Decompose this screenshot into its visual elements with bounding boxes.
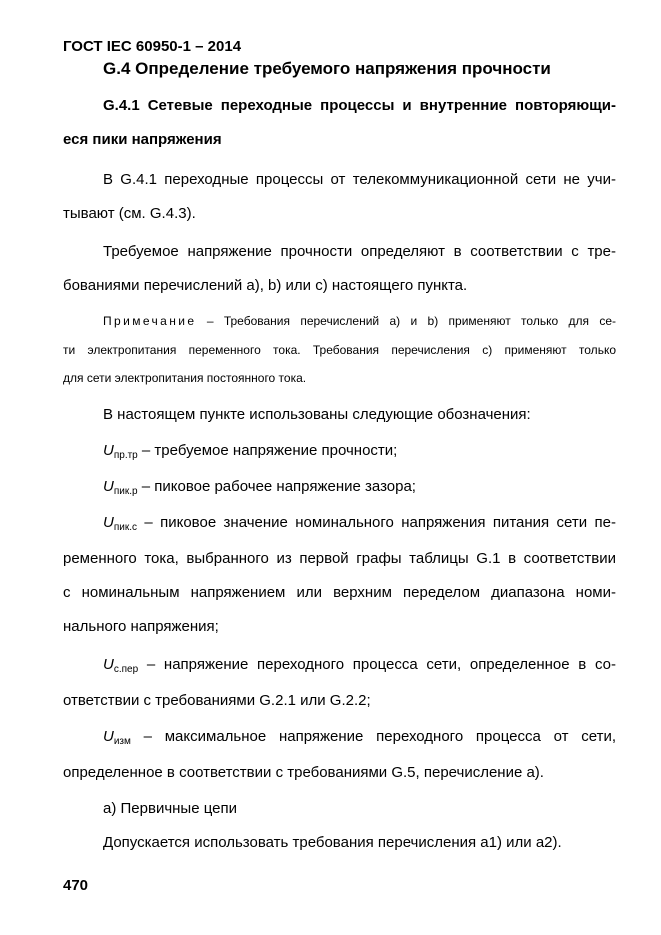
note-block [63, 307, 616, 393]
definition-4-line-2: ответствии с требованиями G.2.1 или G.2.2; [63, 692, 371, 709]
symbol-subscript: пик.р [113, 486, 138, 497]
definition-1-text: – требуемое напряжение прочности; [137, 442, 398, 459]
definition-2 [63, 470, 616, 506]
definition-5-text: – максимальное напряжение переходного процесса от сети, [130, 728, 616, 745]
section-title: G.4 Определение требуемого напряжения прочности [103, 59, 551, 78]
symbol-u: U [103, 656, 114, 673]
symbol-u: U [103, 514, 114, 531]
definition-3-line-2: ременного тока, выбранного из первой графы таблицы G.1 в соответствии [63, 550, 616, 567]
subsection-title-line-2: еся пики напряжения [63, 131, 222, 148]
item-a [63, 792, 616, 860]
symbol-subscript: пик.с [113, 522, 137, 533]
item-a-title: а) Первичные цепи [103, 800, 237, 817]
note-label: Примечание [103, 314, 197, 328]
note-line-1-text: – Требования перечислений а) и b) применяют только для се- [196, 314, 616, 328]
definition-5-line-1 [63, 720, 616, 756]
symbol-u: U [103, 728, 114, 745]
definition-3-line-4: нального напряжения; [63, 618, 219, 635]
symbol-u: U [103, 442, 114, 459]
symbol-u: U [103, 478, 114, 495]
definition-5 [63, 720, 616, 790]
note-line-2: ти электропитания переменного тока. Требования перечисления с) применяют только [63, 342, 616, 357]
paragraph-1-line-2: тывают (см. G.4.3). [63, 205, 196, 222]
definition-4-text: – напряжение переходного процесса сети, определенное в со- [138, 656, 616, 673]
paragraph-3-line: В настоящем пункте использованы следующие обозначения: [103, 406, 531, 423]
paragraph-2-line-2: бованиями перечислений а), b) или с) настоящего пункта. [63, 277, 468, 294]
symbol-subscript: с.пер [113, 664, 139, 675]
definition-3-line-1 [63, 506, 616, 542]
standard-header: ГОСТ IEC 60950-1 – 2014 [63, 38, 242, 55]
subsection-title-line-1: G.4.1 Сетевые переходные процессы и внутренние повторяющи- [103, 97, 616, 114]
paragraph-2-line-1: Требуемое напряжение прочности определяют в соответствии с тре- [103, 243, 616, 260]
paragraph-2 [63, 235, 616, 303]
item-a-text: Допускается использовать требования перечисления а1) или а2). [103, 834, 562, 851]
symbol-subscript: пр.тр [113, 450, 138, 461]
definition-4 [63, 648, 616, 718]
note-line-1 [63, 307, 616, 336]
note-line-3: для сети электропитания постоянного тока. [63, 371, 307, 385]
definition-5-line-2: определенное в соответствии с требованиями G.5, перечисление а). [63, 764, 544, 781]
paragraph-1-line-1: В G.4.1 переходные процессы от телекоммуникационной сети не учи- [103, 171, 616, 188]
definition-3-text: – пиковое значение номинального напряжения питания сети пе- [137, 514, 616, 531]
symbol-subscript: изм [113, 736, 131, 747]
definition-1-line [63, 434, 616, 470]
definition-1 [63, 434, 616, 470]
definition-3-line-3: с номинальным напряжением или верхним переделом диапазона номи- [63, 584, 616, 601]
paragraph-3 [63, 398, 616, 432]
subsection-heading [63, 89, 616, 157]
paragraph-1 [63, 163, 616, 231]
definition-2-text: – пиковое рабочее напряжение зазора; [137, 478, 416, 495]
page-number: 470 [63, 877, 89, 894]
definition-2-line [63, 470, 616, 506]
definition-4-line-1 [63, 648, 616, 684]
definition-3 [63, 506, 616, 644]
